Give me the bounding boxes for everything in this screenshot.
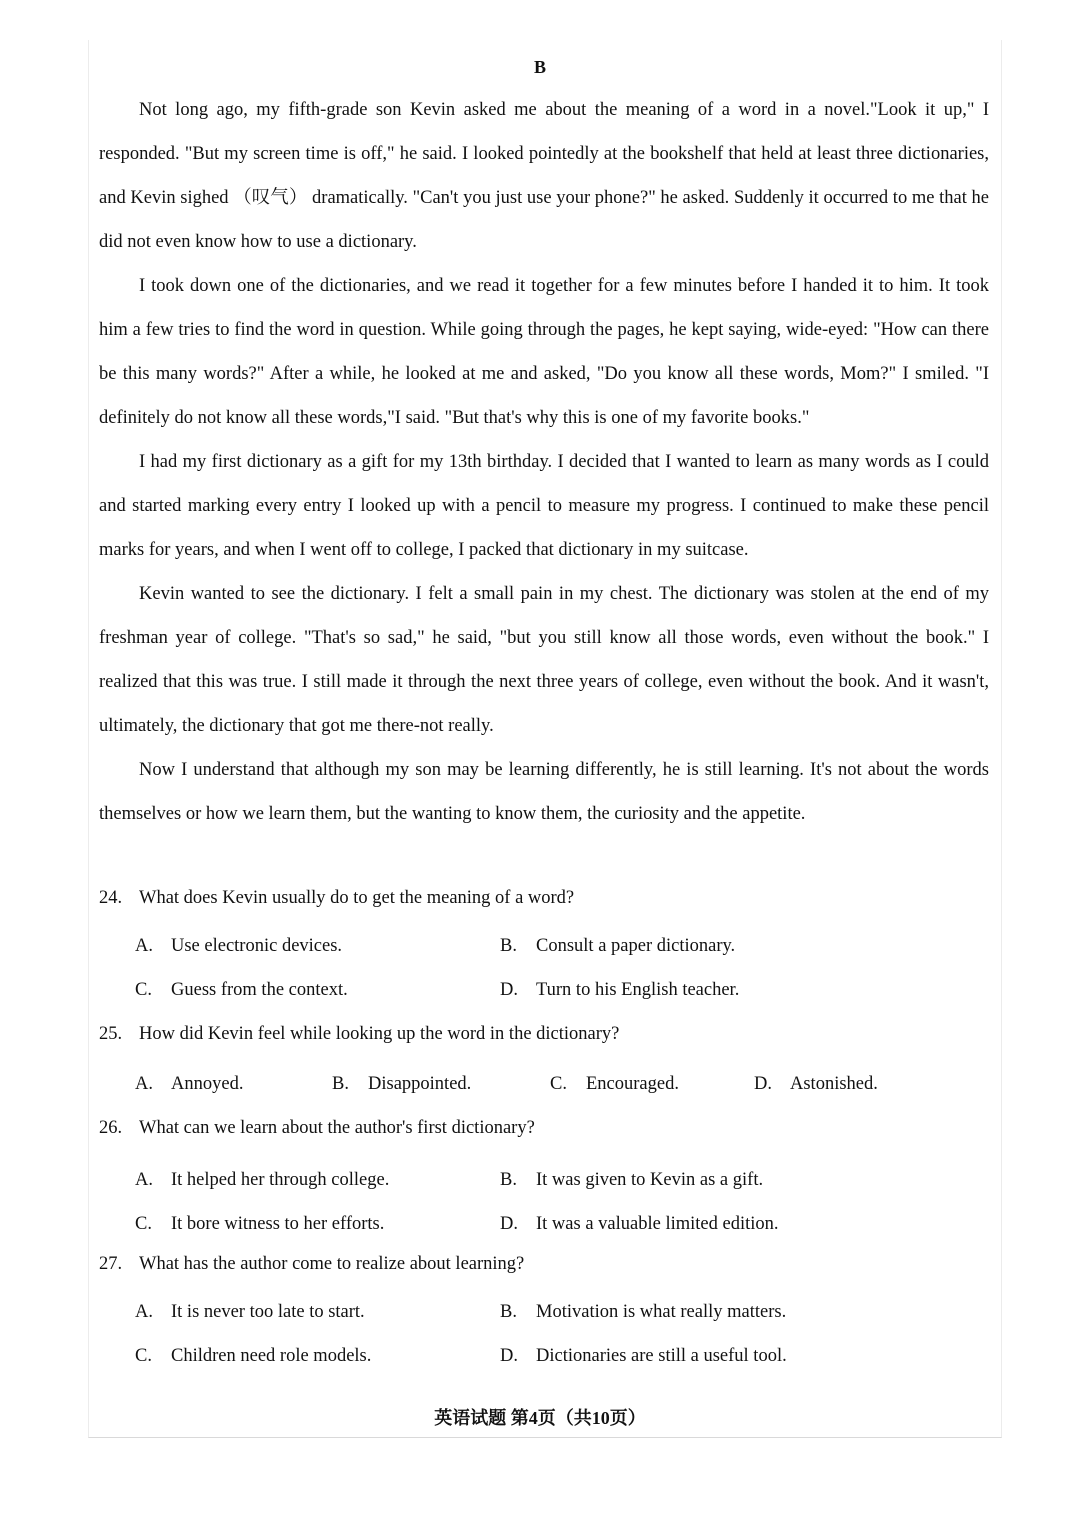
option-row xyxy=(99,968,989,1012)
question-25 xyxy=(99,1016,989,1108)
option-text: Annoyed. xyxy=(171,1074,244,1094)
option-letter: B. xyxy=(500,1170,517,1190)
option-letter: A. xyxy=(135,936,153,956)
option-text: It bore witness to her efforts. xyxy=(171,1214,385,1234)
option-letter: A. xyxy=(135,1170,153,1190)
option-text: It is never too late to start. xyxy=(171,1302,365,1322)
option-a[interactable] xyxy=(135,1060,332,1108)
option-row xyxy=(99,1334,989,1378)
passage-paragraph-3: I had my first dictionary as a gift for my 13th birthday. I decided that I wanted to learn as many words as I could and started marking every entry I looked up with a pencil to measure my progress. I continued to make these pencil marks for years, and when I went off to college, I packed that dictionary in my suitcase. xyxy=(99,452,989,560)
question-text: What can we learn about the author's first dictionary? xyxy=(139,1118,535,1138)
option-d[interactable] xyxy=(500,1202,865,1246)
option-letter: A. xyxy=(135,1302,153,1322)
option-text: Use electronic devices. xyxy=(171,936,343,956)
option-text: Motivation is what really matters. xyxy=(536,1302,787,1322)
passage-paragraph-4: Kevin wanted to see the dictionary. I felt a small pain in my chest. The dictionary was stolen at the end of my freshman year of college. "That's so sad," he said, "but you still know all those words, even without the book." I realized that this was true. I still made it through the next three years of college, even without the book. And it wasn't, ultimately, the dictionary that got me there-not really. xyxy=(99,584,989,736)
option-letter: D. xyxy=(754,1074,772,1094)
option-letter: B. xyxy=(500,936,517,956)
question-list xyxy=(99,880,989,1378)
question-number: 27. xyxy=(99,1254,123,1274)
question-stem xyxy=(99,880,989,924)
option-letter: A. xyxy=(135,1074,153,1094)
option-b[interactable] xyxy=(500,1158,865,1202)
option-c[interactable] xyxy=(135,1334,500,1378)
page-footer: 英语试题 第4页（共10页） xyxy=(434,1408,646,1428)
question-stem xyxy=(99,1246,989,1290)
question-27 xyxy=(99,1246,989,1378)
question-number: 26. xyxy=(99,1118,123,1138)
option-d[interactable] xyxy=(500,1334,865,1378)
question-26 xyxy=(99,1110,989,1246)
passage-paragraph-5: Now I understand that although my son may be learning differently, he is still learning. It's not about the words themselves or how we learn them, but the wanting to know them, the curiosity and the appetite. xyxy=(99,760,989,824)
option-text: Turn to his English teacher. xyxy=(536,980,740,1000)
question-stem xyxy=(99,1016,989,1060)
option-letter: B. xyxy=(500,1302,517,1322)
option-text: Consult a paper dictionary. xyxy=(536,936,736,956)
passage-paragraph-1: Not long ago, my fifth-grade son Kevin asked me about the meaning of a word in a novel."Look it up," I responded. "But my screen time is off," he said. I looked pointedly at the bookshelf that held at least three dictionaries, and Kevin sighed （叹气） dramatically. "Can't you just use your phone?" he asked. Suddenly it occurred to me that he did not even know how to use a dictionary. xyxy=(99,100,989,252)
option-text: Astonished. xyxy=(790,1074,878,1094)
option-text: Dictionaries are still a useful tool. xyxy=(536,1346,787,1366)
option-text: It was a valuable limited edition. xyxy=(536,1214,779,1234)
option-b[interactable] xyxy=(332,1060,550,1108)
option-letter: C. xyxy=(135,980,152,1000)
option-row xyxy=(99,1158,989,1202)
question-text: What has the author come to realize about learning? xyxy=(139,1254,525,1274)
option-text: Disappointed. xyxy=(368,1074,472,1094)
passage-paragraph-2: I took down one of the dictionaries, and we read it together for a few minutes before I handed it to him. It took him a few tries to find the word in question. While going through the pages, he kept saying, wide-eyed: "How can there be this many words?" After a while, he looked at me and asked, "Do you know all these words, Mom?" I smiled. "I definitely do not know all these words,"I said. "But that's why this is one of my favorite books." xyxy=(99,276,989,428)
question-number: 25. xyxy=(99,1024,123,1044)
option-text: It helped her through college. xyxy=(171,1170,390,1190)
option-letter: D. xyxy=(500,1346,518,1366)
option-letter: C. xyxy=(135,1346,152,1366)
reading-passage xyxy=(99,88,989,836)
option-b[interactable] xyxy=(500,1290,865,1334)
option-c[interactable] xyxy=(135,1202,500,1246)
option-text: Encouraged. xyxy=(586,1074,679,1094)
option-letter: C. xyxy=(550,1074,567,1094)
option-row xyxy=(99,924,989,968)
option-text: It was given to Kevin as a gift. xyxy=(536,1170,764,1190)
option-row xyxy=(99,1290,989,1334)
option-c[interactable] xyxy=(135,968,500,1012)
option-d[interactable] xyxy=(500,968,865,1012)
question-stem xyxy=(99,1110,989,1154)
option-letter: B. xyxy=(332,1074,349,1094)
option-c[interactable] xyxy=(550,1060,754,1108)
option-letter: C. xyxy=(135,1214,152,1234)
question-24 xyxy=(99,880,989,1012)
question-text: What does Kevin usually do to get the meaning of a word? xyxy=(139,888,575,908)
option-a[interactable] xyxy=(135,924,500,968)
option-text: Children need role models. xyxy=(171,1346,372,1366)
option-a[interactable] xyxy=(135,1290,500,1334)
option-d[interactable] xyxy=(754,1060,878,1108)
option-row xyxy=(99,1060,989,1108)
option-letter: D. xyxy=(500,980,518,1000)
option-text: Guess from the context. xyxy=(171,980,348,1000)
option-letter: D. xyxy=(500,1214,518,1234)
question-text: How did Kevin feel while looking up the word in the dictionary? xyxy=(139,1024,620,1044)
option-a[interactable] xyxy=(135,1158,500,1202)
option-row xyxy=(99,1202,989,1246)
question-number: 24. xyxy=(99,888,123,908)
option-b[interactable] xyxy=(500,924,865,968)
section-label: B xyxy=(533,57,546,77)
